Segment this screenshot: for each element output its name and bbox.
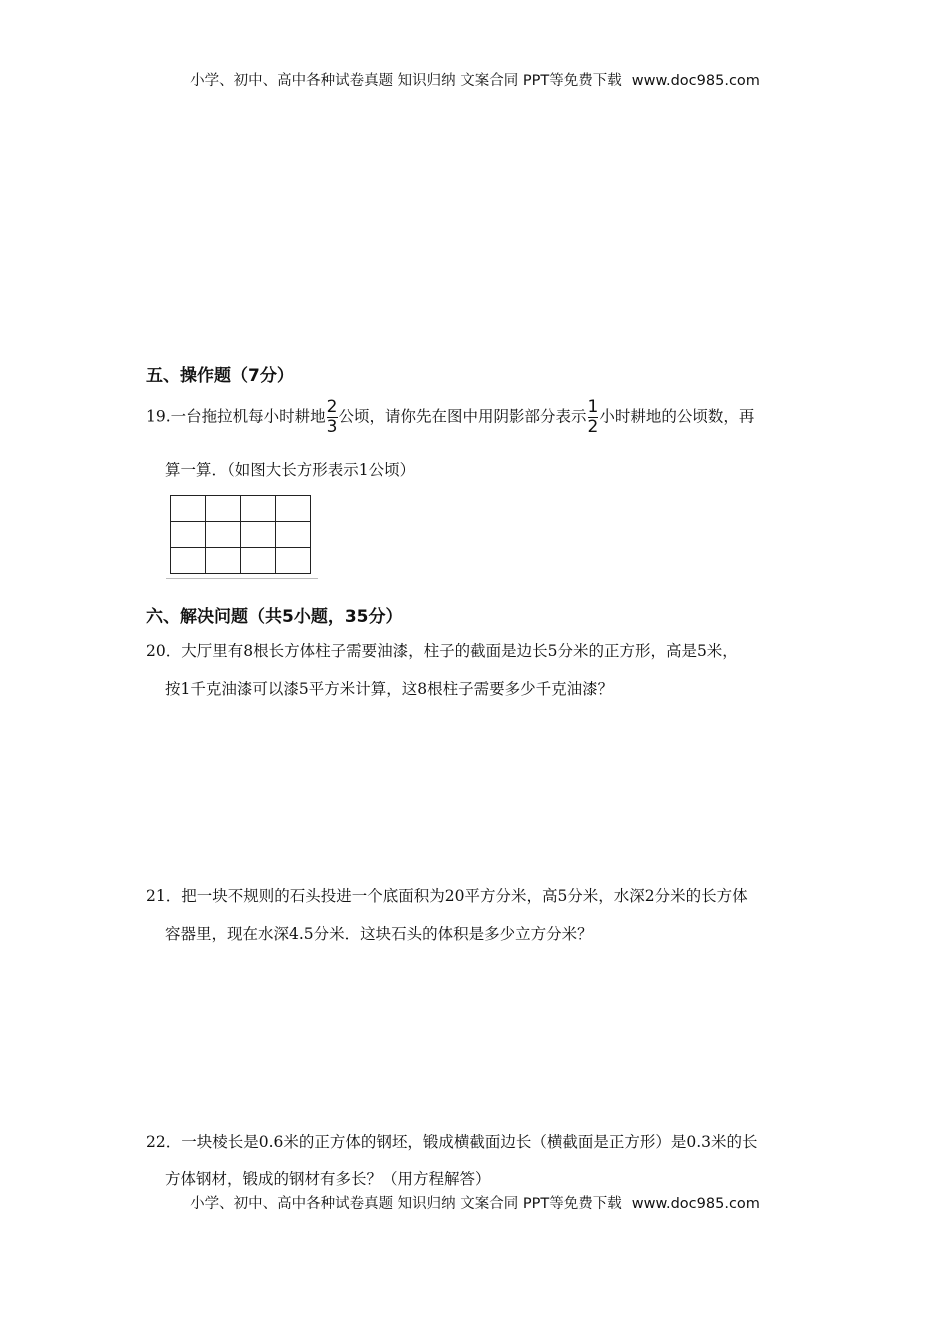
grid-baseline bbox=[166, 578, 318, 579]
fraction-denominator: 2 bbox=[587, 417, 599, 437]
grid-cell[interactable] bbox=[171, 548, 206, 574]
fraction-one-half bbox=[588, 399, 599, 436]
grid-cell[interactable] bbox=[276, 522, 311, 548]
fraction-denominator: 3 bbox=[326, 417, 338, 437]
grid-cell[interactable] bbox=[206, 548, 241, 574]
grid-cell[interactable] bbox=[241, 548, 276, 574]
question-19-text-c: 小时耕地的公顷数，再 bbox=[599, 407, 755, 426]
question-20-line-2: 按1千克油漆可以漆5平方米计算，这8根柱子需要多少千克油漆？ bbox=[165, 680, 614, 698]
grid-cell[interactable] bbox=[241, 522, 276, 548]
section-5-title: 五、操作题（7分） bbox=[146, 366, 294, 386]
question-22-line-2: 方体钢材，锻成的钢材有多长？（用方程解答） bbox=[165, 1170, 491, 1188]
fraction-numerator: 2 bbox=[326, 397, 338, 417]
page-header bbox=[0, 69, 950, 90]
grid-row bbox=[171, 522, 311, 548]
question-22-line-1: 22．一块棱长是0.6米的正方体的钢坯，锻成横截面边长（横截面是正方形）是0.3米的长 bbox=[146, 1133, 758, 1151]
fraction-two-thirds bbox=[327, 399, 338, 436]
footer-url[interactable]: www.doc985.com bbox=[631, 1196, 760, 1212]
question-21-line-2: 容器里，现在水深4.5分米．这块石头的体积是多少立方分米？ bbox=[165, 925, 593, 943]
page-footer bbox=[0, 1192, 950, 1213]
grid-cell[interactable] bbox=[276, 496, 311, 522]
fraction-numerator: 1 bbox=[587, 397, 599, 417]
grid-cell[interactable] bbox=[241, 496, 276, 522]
question-20-line-1: 20．大厅里有8根长方体柱子需要油漆，柱子的截面是边长5分米的正方形，高是5米， bbox=[146, 642, 738, 660]
question-19-line-2: 算一算．（如图大长方形表示1公顷） bbox=[165, 461, 416, 479]
section-6-title: 六、解决问题（共5小题，35分） bbox=[146, 607, 403, 627]
header-text: 小学、初中、高中各种试卷真题 知识归纳 文案合同 PPT等免费下载 bbox=[190, 73, 622, 89]
question-19-line-1 bbox=[146, 399, 754, 436]
question-19-text-a: 一台拖拉机每小时耕地 bbox=[170, 407, 326, 426]
footer-text: 小学、初中、高中各种试卷真题 知识归纳 文案合同 PPT等免费下载 bbox=[190, 1196, 622, 1212]
grid-row bbox=[171, 548, 311, 574]
question-19-text-b: 公顷，请你先在图中用阴影部分表示 bbox=[338, 407, 587, 426]
question-21-line-1: 21．把一块不规则的石头投进一个底面积为20平方分米，高5分米，水深2分米的长方体 bbox=[146, 887, 748, 905]
header-url[interactable]: www.doc985.com bbox=[631, 73, 760, 89]
grid-cell[interactable] bbox=[171, 522, 206, 548]
rectangle-grid bbox=[170, 495, 311, 574]
grid-row bbox=[171, 496, 311, 522]
grid-cell[interactable] bbox=[206, 496, 241, 522]
grid-cell[interactable] bbox=[276, 548, 311, 574]
grid-cell[interactable] bbox=[171, 496, 206, 522]
question-19-number: 19. bbox=[146, 407, 171, 426]
grid-cell[interactable] bbox=[206, 522, 241, 548]
